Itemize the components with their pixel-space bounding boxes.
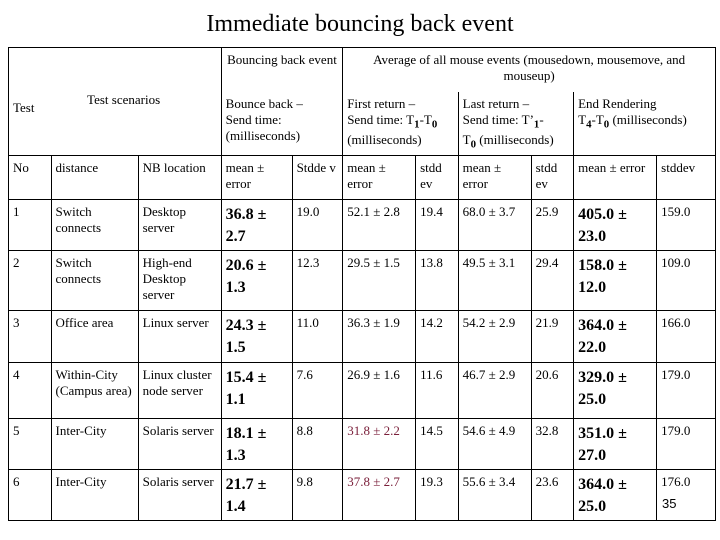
cell-distance: Switch connects [51, 200, 138, 251]
cell-last-mean: 54.2 ± 2.9 [458, 311, 531, 363]
cell-no: 3 [9, 311, 52, 363]
table-row [9, 311, 716, 363]
last-return-sub1: 1 [533, 118, 540, 131]
cell-bounce-mean: 18.1 ± 1.3 [221, 419, 292, 470]
first-return-line3: (milliseconds) [347, 132, 422, 148]
cell-first-stddev: 19.4 [416, 200, 459, 251]
cell-location: Solaris server [138, 470, 221, 521]
header-end-rendering [574, 92, 716, 156]
bounce-back-line2: Send time: [225, 111, 282, 127]
first-return-sub2: 0 [431, 118, 438, 131]
subheader-mean-error: mean ± error [574, 156, 657, 200]
cell-last-mean: 68.0 ± 3.7 [458, 200, 531, 251]
first-return-mid: -T [419, 111, 432, 127]
cell-render-mean: 364.0 ± 25.0 [574, 470, 657, 521]
subheader-stddev: stddev [657, 156, 716, 200]
cell-distance: Within-City (Campus area) [51, 363, 138, 419]
cell-render-stddev: 176.0 [657, 470, 716, 521]
header-last-return [458, 92, 573, 156]
cell-distance: Inter-City [51, 470, 138, 521]
cell-no: 4 [9, 363, 52, 419]
cell-last-mean: 49.5 ± 3.1 [458, 251, 531, 311]
end-rendering-line1: End Rendering [578, 95, 657, 111]
cell-no: 1 [9, 200, 52, 251]
header-row-top [9, 48, 716, 92]
header-row-sub [9, 156, 716, 200]
cell-render-mean: 329.0 ± 25.0 [574, 363, 657, 419]
cell-render-stddev: 166.0 [657, 311, 716, 363]
last-return-line3b: (milliseconds) [476, 132, 554, 148]
cell-first-mean: 29.5 ± 1.5 [343, 251, 416, 311]
subheader-stddev: stdd ev [416, 156, 459, 200]
subheader-distance: distance [51, 156, 138, 200]
cell-distance: Office area [51, 311, 138, 363]
cell-first-mean: 31.8 ± 2.2 [343, 419, 416, 470]
cell-render-stddev: 179.0 [657, 419, 716, 470]
bounce-back-line3: (milliseconds) [225, 127, 301, 143]
cell-render-mean: 158.0 ± 12.0 [574, 251, 657, 311]
last-return-line3a: T [462, 132, 471, 148]
cell-first-mean: 26.9 ± 1.6 [343, 363, 416, 419]
cell-distance: Switch connects [51, 251, 138, 311]
subheader-mean-error: mean ± error [458, 156, 531, 200]
cell-render-mean: 405.0 ± 23.0 [574, 200, 657, 251]
end-rendering-mid: -T [591, 111, 604, 127]
cell-render-stddev: 159.0 [657, 200, 716, 251]
first-return-sub1: 1 [414, 118, 420, 131]
cell-last-stddev: 29.4 [531, 251, 574, 311]
header-scenarios-spacer [51, 48, 221, 92]
cell-bounce-mean: 20.6 ± 1.3 [221, 251, 292, 311]
cell-no: 2 [9, 251, 52, 311]
cell-location: Solaris server [138, 419, 221, 470]
cell-first-mean: 36.3 ± 1.9 [343, 311, 416, 363]
bounce-back-line1: Bounce back – [225, 95, 303, 111]
header-row-middle [9, 92, 716, 156]
cell-distance: Inter-City [51, 419, 138, 470]
cell-no: 5 [9, 419, 52, 470]
subheader-nb-location: NB location [138, 156, 221, 200]
cell-last-stddev: 20.6 [531, 363, 574, 419]
cell-render-stddev: 179.0 [657, 363, 716, 419]
cell-location: Linux cluster node server [138, 363, 221, 419]
cell-bounce-mean: 36.8 ± 2.7 [221, 200, 292, 251]
cell-location: High-end Desktop server [138, 251, 221, 311]
subheader-no: No [9, 156, 52, 200]
cell-bounce-mean: 15.4 ± 1.1 [221, 363, 292, 419]
cell-last-mean: 55.6 ± 3.4 [458, 470, 531, 521]
cell-render-mean: 364.0 ± 22.0 [574, 311, 657, 363]
header-test: Test [9, 92, 52, 156]
cell-first-stddev: 14.5 [416, 419, 459, 470]
first-return-line1: First return – [347, 95, 416, 111]
subheader-stddev: stdd ev [531, 156, 574, 200]
header-bounce-back-send-time [221, 92, 343, 156]
cell-bounce-stddev: 11.0 [292, 311, 343, 363]
table-row [9, 419, 716, 470]
header-first-return [343, 92, 458, 156]
header-test-scenarios: Test scenarios [51, 92, 221, 156]
cell-bounce-stddev: 19.0 [292, 200, 343, 251]
header-bouncing-back-event: Bouncing back event [221, 48, 343, 92]
subheader-mean-error: mean ± error [221, 156, 292, 200]
cell-last-stddev: 23.6 [531, 470, 574, 521]
end-rendering-line2b: (milliseconds) [609, 111, 687, 127]
table-row [9, 470, 716, 521]
slide-title: Immediate bouncing back event [206, 11, 514, 37]
last-return-sub2: 0 [470, 138, 477, 151]
cell-first-stddev: 13.8 [416, 251, 459, 311]
cell-location: Desktop server [138, 200, 221, 251]
cell-bounce-stddev: 9.8 [292, 470, 343, 521]
cell-last-mean: 54.6 ± 4.9 [458, 419, 531, 470]
header-average-all-events: Average of all mouse events (mousedown, mousemove, and mouseup) [343, 48, 716, 92]
end-rendering-sub2: 0 [603, 118, 610, 131]
last-return-dash: - [539, 111, 544, 127]
cell-render-stddev: 109.0 [657, 251, 716, 311]
cell-first-stddev: 14.2 [416, 311, 459, 363]
cell-render-mean: 351.0 ± 27.0 [574, 419, 657, 470]
cell-bounce-mean: 21.7 ± 1.4 [221, 470, 292, 521]
subheader-stddev: Stdde v [292, 156, 343, 200]
cell-no: 6 [9, 470, 52, 521]
results-table [8, 47, 716, 521]
cell-location: Linux server [138, 311, 221, 363]
table-row [9, 251, 716, 311]
header-test-spacer [9, 48, 52, 92]
cell-last-stddev: 25.9 [531, 200, 574, 251]
table-row [9, 363, 716, 419]
last-return-line1: Last return – [462, 95, 530, 111]
page-number: 35 [662, 496, 677, 511]
cell-bounce-stddev: 7.6 [292, 363, 343, 419]
first-return-line2: Send time: T [347, 111, 415, 127]
cell-first-mean: 37.8 ± 2.7 [343, 470, 416, 521]
cell-bounce-stddev: 8.8 [292, 419, 343, 470]
subheader-mean-error: mean ± error [343, 156, 416, 200]
cell-last-stddev: 32.8 [531, 419, 574, 470]
cell-last-mean: 46.7 ± 2.9 [458, 363, 531, 419]
end-rendering-line2a: T [578, 111, 587, 127]
cell-first-stddev: 11.6 [416, 363, 459, 419]
last-return-line2: Send time: T’ [462, 111, 534, 127]
cell-bounce-mean: 24.3 ± 1.5 [221, 311, 292, 363]
cell-first-mean: 52.1 ± 2.8 [343, 200, 416, 251]
cell-bounce-stddev: 12.3 [292, 251, 343, 311]
table-row [9, 200, 716, 251]
cell-first-stddev: 19.3 [416, 470, 459, 521]
cell-last-stddev: 21.9 [531, 311, 574, 363]
end-rendering-sub1: 4 [586, 118, 592, 131]
